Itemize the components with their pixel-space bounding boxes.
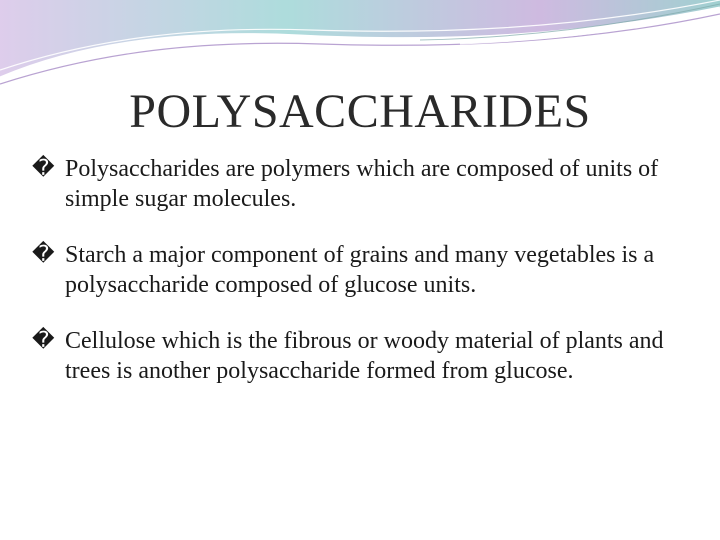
- bullet-text: Cellulose which is the fibrous or woody material of plants and trees is another polysaccharide formed from glucose.: [65, 328, 664, 384]
- bullet-text: Polysaccharides are polymers which are composed of units of simple sugar molecules.: [65, 156, 659, 212]
- bullet-marker-icon: �: [32, 242, 55, 267]
- bullet-item: [32, 240, 692, 300]
- bullet-list: [32, 154, 692, 412]
- bullet-marker-icon: �: [32, 156, 55, 181]
- bullet-item: [32, 154, 692, 214]
- bullet-text: Starch a major component of grains and many vegetables is a polysaccharide composed of glucose units.: [65, 242, 655, 298]
- bullet-item: [32, 326, 692, 386]
- slide-title: POLYSACCHARIDES: [129, 85, 591, 138]
- header-wave-decoration: [0, 0, 720, 90]
- bullet-marker-icon: �: [32, 328, 55, 353]
